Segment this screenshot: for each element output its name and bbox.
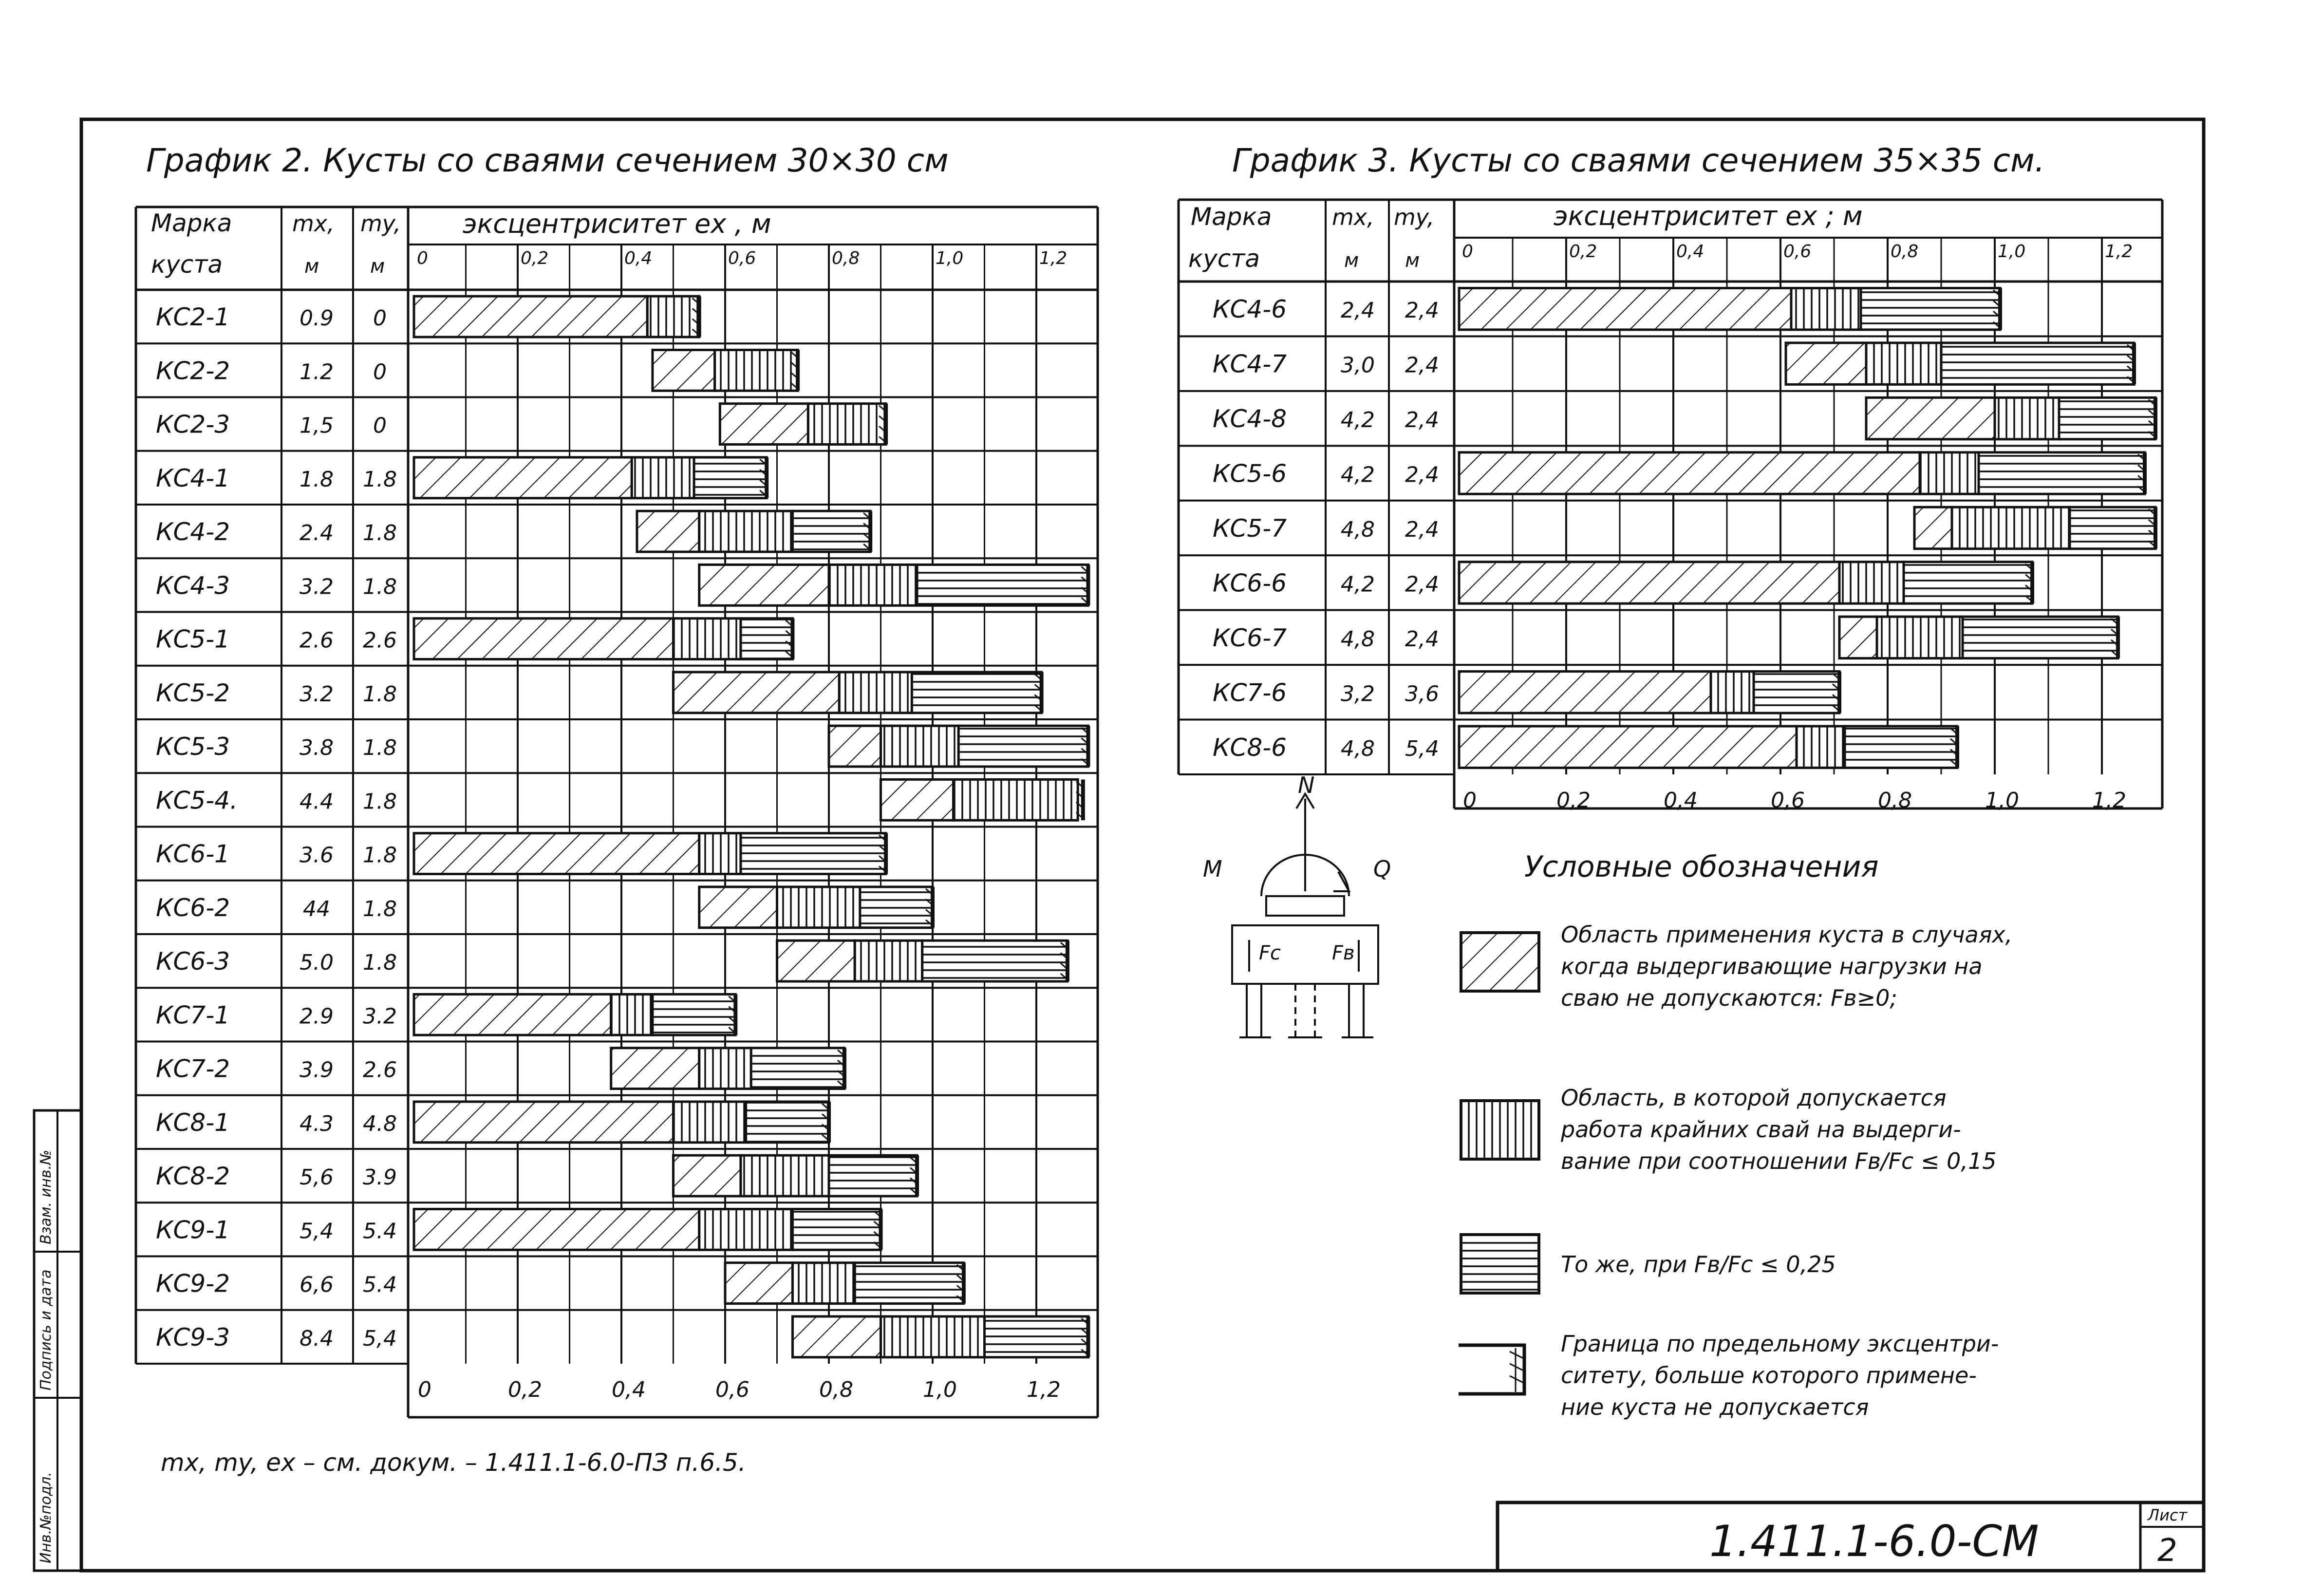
right-axis-title: эксцентриситет ex ; м [1554, 201, 1863, 231]
left-row-mx: 0.9 [300, 306, 334, 331]
left-row-mx: 4.4 [300, 789, 334, 814]
left-tick-bottom: 0,6 [715, 1377, 749, 1402]
left-row-mx: 5.0 [300, 950, 334, 976]
right-bar-horiz-КС6-7 [1963, 617, 2118, 658]
left-row-mark: КС6-3 [156, 947, 230, 976]
left-row-mark: КС4-1 [156, 464, 230, 492]
left-tick-top: 1,2 [1039, 248, 1068, 268]
left-bar-vert-КС6-1 [699, 833, 741, 874]
left-bar-horiz-КС4-3 [917, 564, 1088, 605]
left-row-mark: КС8-1 [156, 1108, 230, 1137]
right-bar-diag-КС4-7 [1786, 343, 1866, 384]
left-bar-horiz-КС9-1 [792, 1209, 880, 1250]
right-bar-vert-КС5-7 [1952, 507, 2070, 548]
left-bar-horiz-КС4-2 [792, 511, 870, 552]
left-bar-horiz-КС5-1 [741, 619, 793, 659]
right-header-mx-2: м [1344, 249, 1359, 272]
right-bar-diag-КС5-7 [1914, 507, 1952, 548]
right-bar-diag-КС5-6 [1459, 452, 1920, 494]
right-bar-diag-КС6-6 [1459, 562, 1839, 603]
left-row-mx: 8.4 [300, 1326, 334, 1351]
right-bar-vert-КС5-6 [1920, 452, 1979, 494]
right-bar-diag-КС4-8 [1866, 397, 1995, 439]
left-bar-diag-КС8-1 [414, 1102, 674, 1143]
diagram-Fc: Fc [1259, 942, 1281, 964]
right-row-my: 2,4 [1405, 408, 1439, 433]
left-bar-diag-КС5-1 [414, 619, 674, 659]
left-tick-top: 0,6 [728, 248, 756, 268]
left-row-mx: 3.2 [300, 681, 334, 707]
left-bar-vert-КС7-1 [611, 994, 653, 1035]
right-row-mx: 2,4 [1341, 298, 1375, 323]
left-tick-top: 1,0 [936, 248, 964, 268]
left-bar-horiz-КС4-1 [694, 457, 767, 498]
left-row-my: 3.9 [363, 1165, 397, 1190]
left-bar-vert-КС4-3 [829, 564, 917, 605]
left-row-my: 5.4 [363, 1272, 397, 1297]
right-bars [1459, 288, 2155, 768]
left-bar-horiz-КС5-2 [912, 672, 1041, 713]
left-bar-diag-КС8-2 [674, 1155, 741, 1196]
legend-swatch-horiz [1461, 1235, 1539, 1293]
left-row-mark: КС9-3 [156, 1323, 230, 1352]
left-bar-diag-КС5-2 [674, 672, 840, 713]
left-row-mx: 1.2 [300, 359, 334, 385]
right-bar-horiz-КС4-8 [2059, 397, 2155, 439]
right-row-mark: КС6-7 [1213, 623, 1287, 652]
right-bar-vert-КС4-7 [1866, 343, 1941, 384]
left-row-mark: КС5-3 [156, 732, 230, 761]
doc-code: 1.411.1-6.0-СМ [1709, 1516, 2039, 1566]
left-header-mark-1: Марка [151, 209, 232, 237]
left-tick-bottom: 1,2 [1027, 1377, 1061, 1402]
footnote: mx, my, ex – см. докум. – 1.411.1-6.0-ПЗ п.6.5. [161, 1448, 746, 1477]
left-bar-vert-КС2-3 [808, 404, 886, 445]
left-row-my: 0 [373, 306, 387, 331]
left-tick-top: 0,2 [521, 248, 549, 268]
right-row-mark: КС4-8 [1213, 405, 1287, 433]
left-row-mx: 6,6 [300, 1272, 334, 1297]
right-bar-horiz-КС7-6 [1754, 672, 1839, 713]
left-bar-diag-КС7-1 [414, 994, 611, 1035]
right-bar-horiz-КС4-6 [1861, 288, 2000, 329]
left-row-my: 1.8 [363, 735, 397, 761]
legend-swatch-limit [1459, 1345, 1524, 1394]
left-bar-vert-КС9-2 [792, 1263, 855, 1304]
left-bar-diag-КС6-3 [777, 940, 855, 981]
left-row-mark: КС7-1 [156, 1001, 230, 1030]
diagram-Fb: Fв [1332, 942, 1355, 964]
left-bar-vert-КС8-2 [741, 1155, 829, 1196]
left-header-mx-2: м [304, 255, 319, 278]
chart-left-title: График 2. Кусты со сваями сечением 30×30 см [146, 142, 949, 179]
right-header-mark-1: Марка [1191, 203, 1272, 231]
right-bar-vert-КС6-7 [1877, 617, 1963, 658]
right-tick-top: 0,2 [1569, 242, 1597, 262]
left-bar-diag-КС2-1 [414, 296, 647, 337]
left-row-mark: КС8-2 [156, 1162, 230, 1191]
left-header-my-1: my, [360, 210, 401, 237]
left-bar-diag-КС9-2 [725, 1263, 792, 1304]
right-row-my: 2,4 [1405, 462, 1439, 488]
diagram-M: M [1203, 856, 1222, 882]
left-tick-bottom: 1,0 [923, 1377, 957, 1402]
right-ticks-top [1462, 242, 2133, 262]
legend-item-limit [1459, 1331, 1999, 1420]
right-tick-bottom: 0,6 [1771, 788, 1805, 813]
right-row-mx: 4,2 [1341, 462, 1375, 488]
right-tick-bottom: 0,2 [1556, 788, 1591, 813]
left-row-mx: 3.8 [300, 735, 334, 761]
left-bar-horiz-КС6-3 [922, 940, 1068, 981]
left-bar-diag-КС5-3 [829, 726, 881, 767]
right-header-my-1: my, [1394, 204, 1435, 230]
right-bar-horiz-КС5-7 [2070, 507, 2155, 548]
side-label-signature: Подпись и дата [37, 1269, 55, 1390]
left-row-my: 1.8 [363, 467, 397, 492]
right-header-my-2: м [1405, 249, 1420, 272]
right-tick-top: 0,8 [1891, 242, 1919, 262]
left-bar-vert-КС6-2 [777, 887, 860, 928]
right-row-mark: КС8-6 [1213, 733, 1287, 762]
legend-text-vert-3: вание при соотношении Fв/Fc ≤ 0,15 [1561, 1148, 1997, 1174]
legend-text-limit-1: Граница по предельному эксцентри- [1561, 1331, 1999, 1357]
left-row-mx: 5,4 [300, 1219, 334, 1244]
diagram-Q: Q [1373, 856, 1391, 882]
left-row-my: 0 [373, 413, 387, 438]
left-bar-horiz-КС7-1 [653, 994, 735, 1035]
left-row-mark: КС5-1 [156, 625, 230, 654]
sheet-label: Лист [2148, 1506, 2188, 1524]
right-row-mx: 4,2 [1341, 572, 1375, 597]
right-tick-top: 1,0 [1998, 242, 2026, 262]
left-tick-bottom: 0,4 [612, 1377, 646, 1402]
right-row-mx: 4,2 [1341, 408, 1375, 433]
right-row-my: 2,4 [1405, 298, 1439, 323]
left-row-my: 1.8 [363, 789, 397, 814]
sheet-number: 2 [2157, 1533, 2177, 1569]
right-row-my: 5,4 [1405, 736, 1439, 761]
side-strip [34, 1110, 81, 1571]
left-ticks-bottom [418, 1377, 1061, 1402]
left-bar-vert-КС5-4. [954, 779, 1078, 820]
left-bar-diag-КС4-3 [699, 564, 829, 605]
left-bar-diag-КС4-2 [637, 511, 699, 552]
right-row-mark: КС4-6 [1213, 295, 1287, 324]
left-bar-horiz-КС6-2 [860, 887, 933, 928]
left-row-mx: 1,5 [300, 413, 334, 438]
left-axis-title: эксцентриситет ex , м [463, 208, 771, 239]
legend-item-vert [1461, 1085, 1996, 1174]
left-row-my: 2.6 [363, 1057, 397, 1083]
legend-text-limit-2: ситету, больше которого примене- [1561, 1362, 1977, 1389]
left-bar-horiz-КС9-3 [985, 1316, 1088, 1357]
left-bar-diag-КС9-1 [414, 1209, 699, 1250]
left-bar-vert-КС5-1 [674, 619, 741, 659]
left-row-my: 1.8 [363, 896, 397, 921]
left-row-my: 2.6 [363, 628, 397, 653]
left-row-mark: КС2-1 [156, 303, 230, 332]
left-bar-horiz-КС8-1 [746, 1102, 829, 1143]
right-bar-horiz-КС8-6 [1845, 726, 1957, 768]
left-bar-vert-КС5-3 [881, 726, 959, 767]
left-row-my: 1.8 [363, 521, 397, 546]
left-bar-horiz-КС6-1 [741, 833, 886, 874]
left-row-mark: КС7-2 [156, 1054, 230, 1083]
left-row-my: 5.4 [363, 1219, 397, 1244]
left-bar-diag-КС7-2 [611, 1048, 699, 1089]
left-row-my: 1.8 [363, 574, 397, 600]
left-row-mark: КС6-2 [156, 893, 230, 922]
right-tick-bottom: 0,4 [1664, 788, 1698, 813]
left-row-my: 5,4 [363, 1326, 397, 1351]
right-row-mark: КС4-7 [1213, 350, 1287, 378]
left-row-mark: КС9-1 [156, 1216, 230, 1244]
left-bar-vert-КС2-1 [647, 296, 699, 337]
right-bar-vert-КС8-6 [1797, 726, 1845, 768]
right-row-my: 2,4 [1405, 572, 1439, 597]
left-bar-diag-КС6-2 [699, 887, 777, 928]
right-row-mx: 3,2 [1341, 681, 1375, 707]
left-bar-diag-КС5-4. [881, 779, 954, 820]
left-row-mx: 1.8 [300, 467, 334, 492]
left-bar-vert-КС6-3 [855, 940, 922, 981]
right-tick-top: 0,4 [1676, 242, 1705, 262]
left-row-mx: 4.3 [300, 1111, 334, 1136]
left-tick-bottom: 0 [418, 1377, 431, 1402]
left-row-my: 0 [373, 359, 387, 385]
left-row-mark: КС2-2 [156, 357, 230, 385]
chart-right [1179, 200, 2162, 813]
diagram-N: N [1298, 772, 1315, 798]
left-header-my-2: м [370, 255, 385, 278]
chart-right-title: График 3. Кусты со сваями сечением 35×35 см. [1232, 142, 2045, 179]
left-row-my: 1.8 [363, 950, 397, 976]
right-row-mx: 3,0 [1341, 353, 1375, 378]
right-row-mark: КС5-6 [1213, 459, 1287, 488]
left-tick-bottom: 0,8 [819, 1377, 853, 1402]
left-row-mx: 44 [303, 896, 330, 921]
left-bar-vert-КС7-2 [699, 1048, 751, 1089]
right-bar-vert-КС4-6 [1791, 288, 1861, 329]
left-row-mark: КС5-4. [156, 786, 238, 815]
right-bar-horiz-КС5-6 [1979, 452, 2145, 494]
left-bar-diag-КС2-2 [653, 350, 715, 391]
left-header-mx-1: mx, [292, 210, 335, 237]
right-row-my: 2,4 [1405, 353, 1439, 378]
left-row-mx: 2.9 [300, 1004, 334, 1029]
legend-text-limit-3: ние куста не допускается [1561, 1394, 1869, 1420]
left-row-mx: 2.4 [300, 521, 334, 546]
left-row-mx: 3.2 [300, 574, 334, 600]
left-bar-vert-КС9-1 [699, 1209, 793, 1250]
left-bar-vert-КС4-1 [632, 457, 694, 498]
left-row-mx: 5,6 [300, 1165, 334, 1190]
legend-swatch-vert [1461, 1101, 1539, 1159]
right-bar-diag-КС6-7 [1839, 617, 1877, 658]
left-tick-top: 0,4 [624, 248, 653, 268]
right-tick-top: 0,6 [1783, 242, 1812, 262]
right-tick-bottom: 1,0 [1985, 788, 2019, 813]
left-tick-top: 0 [417, 248, 428, 268]
left-bar-vert-КС2-2 [715, 350, 798, 391]
legend-text-diag-1: Область применения куста в случаях, [1561, 921, 2013, 948]
right-bar-vert-КС6-6 [1839, 562, 1904, 603]
left-row-mx: 3.9 [300, 1057, 334, 1083]
left-bar-diag-КС4-1 [414, 457, 632, 498]
chart-left [136, 207, 1098, 1417]
left-bar-horiz-КС9-2 [855, 1263, 964, 1304]
left-ticks-top [417, 248, 1067, 268]
left-row-mark: КС4-3 [156, 571, 230, 600]
right-row-mx: 4,8 [1341, 517, 1375, 542]
left-row-mark: КС4-2 [156, 518, 230, 546]
left-tick-bottom: 0,2 [508, 1377, 542, 1402]
right-bar-vert-КС7-6 [1711, 672, 1754, 713]
right-row-my: 2,4 [1405, 517, 1439, 542]
left-tick-top: 0,8 [832, 248, 860, 268]
legend-text-diag-2: когда выдергивающие нагрузки на [1561, 953, 1983, 979]
legend-title: Условные обозначения [1524, 850, 1879, 884]
right-row-mx: 4,8 [1341, 626, 1375, 652]
right-header-mark-2: куста [1188, 244, 1260, 273]
left-row-my: 1.8 [363, 681, 397, 707]
left-row-my: 3.2 [363, 1004, 397, 1029]
left-bar-horiz-КС8-2 [829, 1155, 917, 1196]
right-row-my: 2,4 [1405, 626, 1439, 652]
left-bar-vert-КС4-2 [699, 511, 793, 552]
left-bar-horiz-КС5-3 [958, 726, 1088, 767]
legend-item-diag [1461, 921, 2012, 1011]
right-bar-diag-КС7-6 [1459, 672, 1711, 713]
right-bar-horiz-КС6-6 [1904, 562, 2032, 603]
left-bar-horiz-КС7-2 [751, 1048, 844, 1089]
left-bar-diag-КС2-3 [720, 404, 808, 445]
left-row-mark: КС2-3 [156, 410, 230, 439]
legend-item-horiz [1461, 1235, 1836, 1293]
legend-swatch-diag [1461, 933, 1539, 991]
right-tick-bottom: 0,8 [1878, 788, 1912, 813]
right-tick-bottom: 0 [1463, 788, 1477, 813]
right-bar-vert-КС4-8 [1995, 397, 2059, 439]
right-header-mx-1: mx, [1332, 204, 1374, 230]
legend-text-vert-1: Область, в которой допускается [1561, 1085, 1947, 1111]
left-bar-diag-КС6-1 [414, 833, 699, 874]
left-row-mark: КС5-2 [156, 678, 230, 707]
left-row-mx: 3.6 [300, 843, 334, 868]
right-row-mx: 4,8 [1341, 736, 1375, 761]
right-row-mark: КС7-6 [1213, 678, 1287, 707]
left-bar-diag-КС9-3 [792, 1316, 880, 1357]
left-bar-vert-КС8-1 [674, 1102, 746, 1143]
right-row-mark: КС6-6 [1213, 569, 1287, 598]
pile-cluster-diagram [1232, 794, 1378, 1037]
left-row-mark: КС9-2 [156, 1269, 230, 1298]
legend-text-diag-3: сваю не допускаются: Fв≥0; [1561, 985, 1897, 1011]
right-row-mark: КС5-7 [1213, 514, 1287, 543]
left-bar-vert-КС5-2 [839, 672, 912, 713]
left-header-mark-2: куста [151, 250, 223, 279]
right-bar-horiz-КС4-7 [1941, 343, 2134, 384]
side-label-inv: Инв.№подл. [37, 1472, 55, 1563]
right-tick-top: 1,2 [2105, 242, 2133, 262]
side-label-replace: Взам. инв.№ [37, 1149, 55, 1244]
left-row-my: 4.8 [363, 1111, 397, 1136]
right-bar-diag-КС8-6 [1459, 726, 1797, 768]
right-tick-top: 0 [1462, 242, 1473, 262]
left-bar-vert-КС9-3 [881, 1316, 985, 1357]
legend-text-horiz-1: То же, при Fв/Fc ≤ 0,25 [1561, 1251, 1836, 1277]
right-bar-diag-КС4-6 [1459, 288, 1791, 329]
left-row-my: 1.8 [363, 843, 397, 868]
right-row-my: 3,6 [1405, 681, 1439, 707]
left-row-mark: КС6-1 [156, 840, 230, 868]
right-tick-bottom: 1,2 [2092, 788, 2126, 813]
left-row-mx: 2.6 [300, 628, 334, 653]
legend-text-vert-2: работа крайних свай на выдерги- [1561, 1116, 1961, 1143]
